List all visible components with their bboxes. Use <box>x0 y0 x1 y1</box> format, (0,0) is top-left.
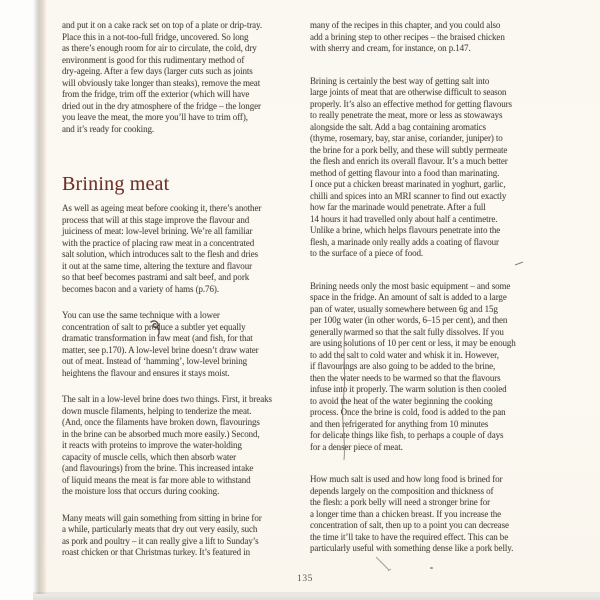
page-number: 135 <box>296 574 314 584</box>
paragraph <box>62 513 310 559</box>
text-line: for delicate things like fish, to perhaps a couple of days <box>310 430 504 440</box>
text-line: process. Once the brine is cold, food is added to the pan <box>310 407 506 417</box>
section-heading: Brining meat <box>62 173 170 195</box>
text-line: as pork and poultry – it can really give a lift to Sunday’s <box>62 535 259 546</box>
text-line: capacity of muscle cells, which then absorb water <box>62 451 237 462</box>
text-line: large joints of meat that are otherwise difficult to season <box>310 87 507 97</box>
text-line: for a denser piece of meat. <box>310 441 403 452</box>
text-line: dry-ageing. After a few days (larger cuts such as joints <box>62 66 253 76</box>
page-bottom-edge-shadow <box>33 592 600 600</box>
text-line: you leave the meat, the more you’ll have to trim off), <box>62 112 248 122</box>
text-line: The salt in a low-level brine does two things. First, it breaks <box>62 394 272 404</box>
paragraph <box>310 76 560 260</box>
text-line: matter, see p.170). A low-level brine doesn’t draw water <box>62 344 259 355</box>
text-line: As well as ageing meat before cooking it, there’s another <box>62 203 262 213</box>
text-line: to add the salt to cold water and whisk it in. However, <box>310 349 499 360</box>
text-line: flesh, a marinade only really adds a coating of flavour <box>310 236 499 247</box>
text-line: process that will at this stage improve the flavour and <box>62 214 250 225</box>
text-line: chilli and spices into an MRI scanner to find out exactly <box>310 190 507 201</box>
text-line: and then refrigerated for anything from 10 minutes <box>310 418 489 429</box>
text-line: concentration of salt to produce a subtler yet equally <box>62 321 246 332</box>
text-line: (and flavourings) from the brine. This increased intake <box>62 463 254 473</box>
text-line: Unlike a brine, which helps flavours penetrate into the <box>310 225 501 235</box>
text-line: the flesh: a pork belly will need a stronger brine for <box>310 497 491 507</box>
text-line: depends largely on the composition and thickness of <box>310 485 494 496</box>
text-line: the time it’ll take to have the required effect. This can be <box>310 531 509 542</box>
text-line: dried out in the dry atmosphere of the fridge – the longer <box>62 100 261 111</box>
paragraph <box>62 203 310 295</box>
text-column-left <box>62 0 310 559</box>
text-line: particularly useful with something dense like a pork belly. <box>310 543 514 553</box>
text-line: it reacts with proteins to improve the water-holding <box>62 440 242 450</box>
text-line: method of getting flavour into a food than marinating. <box>310 167 500 178</box>
text-line: out of meat. Instead of ‘hamming’, low-level brining <box>62 356 248 366</box>
text-line: generally warmed so that the salt fully dissolves. If you <box>310 326 504 337</box>
text-line: and it’s ready for cooking. <box>62 123 155 134</box>
text-line: Brining is certainly the best way of getting salt into <box>310 75 490 86</box>
text-line: the flesh and enrich its overall flavour. It’s a much better <box>310 156 508 166</box>
text-line: as there’s enough room for air to circulate, the cold, dry <box>62 43 257 53</box>
text-line: are using solutions of 10 per cent or less, it may be enough <box>310 338 516 348</box>
text-line: alongside the salt. Add a bag containing aromatics <box>310 121 486 132</box>
text-line: in the brine can be absorbed much more easily.) Second, <box>62 428 260 439</box>
text-line: Brining needs only the most basic equipment – and some <box>310 280 511 291</box>
paragraph <box>62 310 310 379</box>
text-line: per 100g water (in other words, 6–15 per cent), and then <box>310 315 508 325</box>
text-line: Place this in a not-too-full fridge, uncovered. So long <box>62 31 249 42</box>
text-line: How much salt is used and how long food is brined for <box>310 474 503 484</box>
text-line: from the fridge, trim off the exterior (which will have <box>62 89 250 99</box>
text-line: the brine for a pork belly, and these will subtly permeate <box>310 144 508 155</box>
text-column-right <box>310 0 560 555</box>
text-line: it out at the same time, altering the texture and flavour <box>62 260 252 271</box>
text-line: a while, particularly meats that dry out very easily, such <box>62 524 258 534</box>
text-line: space in the fridge. An amount of salt is added to a large <box>310 292 507 302</box>
text-line: to really penetrate the meat, more or less as stowaways <box>310 110 503 120</box>
page-left-edge-shadow <box>33 0 47 594</box>
text-line: if flavourings are also going to be added to the brine, <box>310 361 496 371</box>
text-line: (thyme, rosemary, bay, star anise, coriander, juniper) to <box>310 133 503 143</box>
text-line: juiciness of meat: low-level brining. We’re all familiar <box>62 226 253 236</box>
text-line: to the surface of a piece of food. <box>310 248 424 258</box>
paragraph <box>310 20 560 55</box>
text-line: heightens the flavour and ensures it stays moist. <box>62 367 230 378</box>
text-line: of liquid means the meat is far more able to withstand <box>62 474 251 485</box>
text-line: (And, once the filaments have broken down, flavourings <box>62 417 260 427</box>
paragraph <box>310 474 560 555</box>
text-line: with the practice of placing raw meat in a concentrated <box>62 237 255 248</box>
text-line: will obviously take longer than steaks), remove the meat <box>62 77 261 88</box>
text-line: becomes bacon and a variety of hams (p.76). <box>62 283 219 294</box>
text-line: 14 hours it had travelled only about half a centimetre. <box>310 213 498 224</box>
text-line: and put it on a cake rack set on top of a plate or drip-tray. <box>62 20 262 30</box>
text-line: concentration of salt, then up to a point you can decrease <box>310 520 509 530</box>
text-line: so that beef becomes pastrami and salt beef, and pork <box>62 272 250 282</box>
paragraph <box>62 394 310 498</box>
text-line: many of the recipes in this chapter, and you could also <box>310 20 501 30</box>
text-line: Many meats will gain something from sitting in brine for <box>62 512 262 523</box>
text-line: pan of water, usually somewhere between 6g and 15g <box>310 303 498 314</box>
text-line: salt solution, which introduces salt to the flesh and dries <box>62 249 259 259</box>
text-line: to avoid the heat of the water beginning the cooking <box>310 395 493 406</box>
text-line: infuse into it properly. The warm solution is then cooled <box>310 384 507 394</box>
text-line: roast chicken or that Christmas turkey. It’s featured in <box>62 547 251 557</box>
text-line: with sherry and cream, for instance, on p.147. <box>310 43 471 53</box>
text-line: how far the marinade would penetrate. After a full <box>310 202 486 212</box>
text-line: environment is good for this rudimentary method of <box>62 54 245 65</box>
text-line: a longer time than a chicken breast. If you increase the <box>310 508 502 519</box>
text-line: then the water needs to be warmed so that the flavours <box>310 372 501 383</box>
text-line: I once put a chicken breast marinated in yoghurt, garlic, <box>310 179 506 189</box>
text-line: properly. It’s also an effective method for getting flavours <box>310 98 512 109</box>
text-line: the moisture loss that occurs during cooking. <box>62 486 220 496</box>
paragraph <box>62 20 310 135</box>
text-line: add a brining step to other recipes – the braised chicken <box>310 31 505 42</box>
text-line: dramatic transformation in raw meat (and fish, for that <box>62 333 253 343</box>
text-line: You can use the same technique with a lower <box>62 310 220 320</box>
paragraph <box>310 281 560 454</box>
text-line: down muscle filaments, helping to tenderize the meat. <box>62 405 252 416</box>
